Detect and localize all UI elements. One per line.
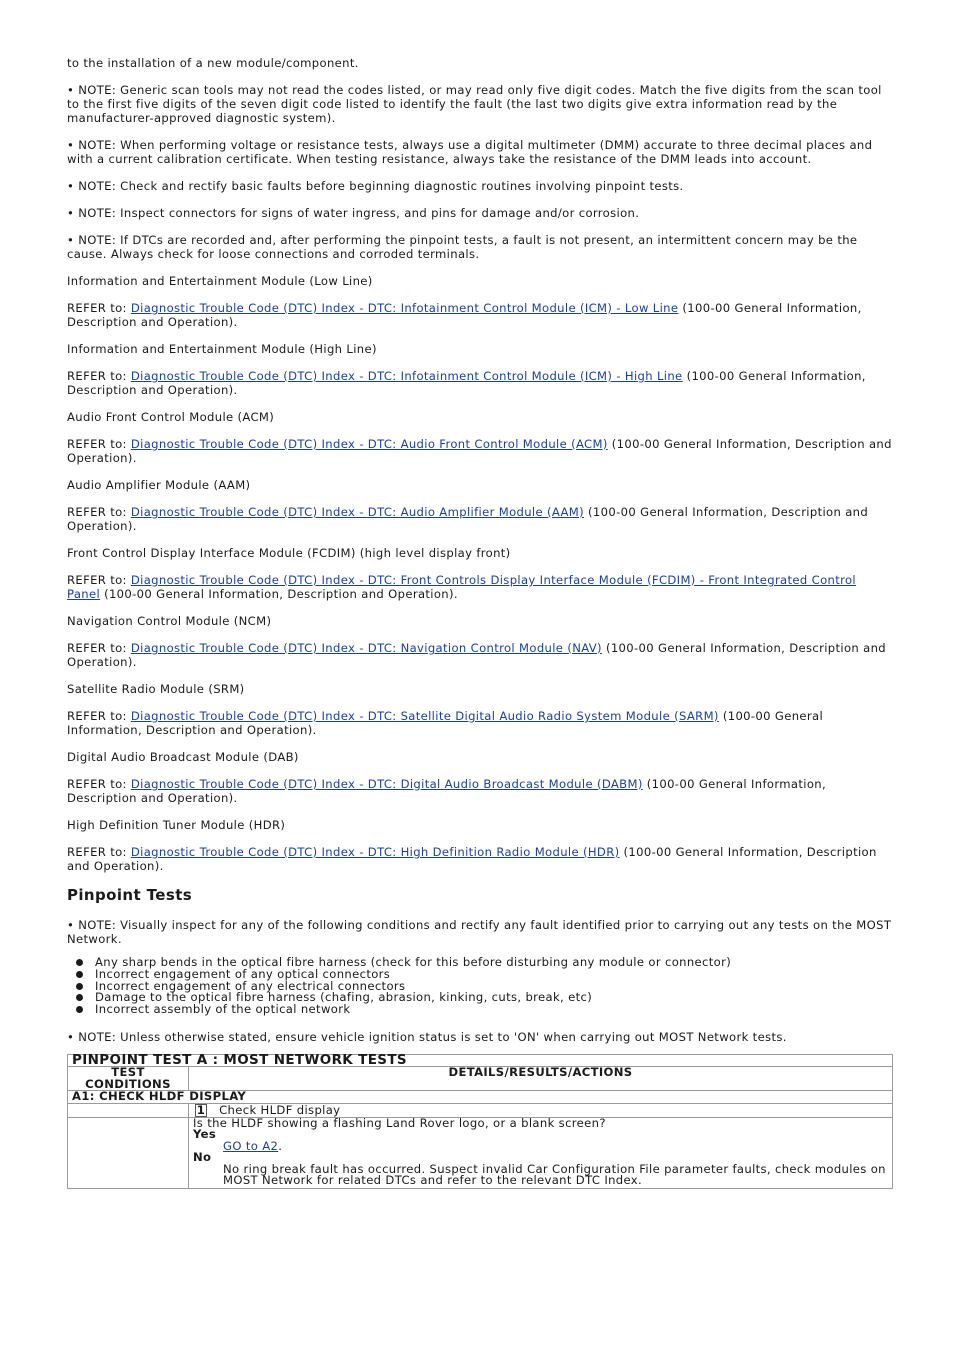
module-name: Navigation Control Module (NCM): [67, 614, 272, 628]
dtc-index-link[interactable]: Diagnostic Trouble Code (DTC) Index - DTC: Infotainment Control Module (ICM) - Low Line: [130, 301, 679, 315]
list-item: Incorrect engagement of any electrical connectors: [95, 981, 893, 993]
col-test-conditions: TEST CONDITIONS: [68, 1067, 189, 1091]
no-label: No: [193, 1150, 212, 1165]
dtc-index-link[interactable]: Diagnostic Trouble Code (DTC) Index - DTC: Infotainment Control Module (ICM) - High Line: [130, 369, 683, 383]
dtc-index-link[interactable]: Diagnostic Trouble Code (DTC) Index - DTC: Audio Amplifier Module (AAM): [130, 505, 584, 519]
module-reference: REFER to: Diagnostic Trouble Code (DTC) Index - DTC: Navigation Control Module (NAV) (100-00 General Information, Description and Operation).: [67, 641, 887, 669]
list-item: Incorrect assembly of the optical network: [95, 1004, 893, 1016]
module-name: Audio Amplifier Module (AAM): [67, 478, 251, 492]
module-name: Audio Front Control Module (ACM): [67, 410, 275, 424]
note-visual-inspect: • NOTE: Visually inspect for any of the following conditions and rectify any fault identified prior to carrying out any tests on the MOST Network.: [67, 918, 892, 946]
intro-continuation: to the installation of a new module/component.: [67, 56, 359, 70]
pinpoint-test-table: [67, 1051, 893, 1189]
note-ignition: • NOTE: Unless otherwise stated, ensure vehicle ignition status is set to 'ON' when carrying out MOST Network tests.: [67, 1029, 787, 1044]
module-reference: REFER to: Diagnostic Trouble Code (DTC) Index - DTC: Audio Amplifier Module (AAM) (100-00 General Information, Description and Operation).: [67, 505, 869, 533]
module-reference: REFER to: Diagnostic Trouble Code (DTC) Index - DTC: Audio Front Control Module (ACM) (100-00 General Information, Description and Operation).: [67, 437, 892, 465]
module-name: Front Control Display Interface Module (FCDIM) (high level display front): [67, 546, 511, 560]
dtc-index-link[interactable]: Diagnostic Trouble Code (DTC) Index - DTC: Front Controls Display Interface Module (FCDIM) - Front Integrated Control Panel: [67, 573, 856, 601]
list-item: Any sharp bends in the optical fibre harness (check for this before disturbing any module or connector): [95, 957, 893, 969]
goto-a2-link[interactable]: GO to A2: [223, 1138, 279, 1153]
no-result: No ring break fault has occurred. Suspect invalid Car Configuration File parameter faults, check modules on MOST Network for related DTCs and refer to the relevant DTC Index.: [223, 1161, 886, 1188]
step-result: Is the HLDF showing a flashing Land Rover logo, or a blank screen? Yes GO to A2. No No ring break fault has occurred. Suspect invalid Car Configuration File parameter faults, check modules on MOST Network for related DTCs and refer to the relevant DTC Index.: [189, 1117, 893, 1188]
list-item: Damage to the optical fibre harness (chafing, abrasion, kinking, cuts, break, etc): [95, 992, 893, 1004]
module-name: Information and Entertainment Module (Low Line): [67, 274, 373, 288]
note-dmm: • NOTE: When performing voltage or resistance tests, always use a digital multimeter (DMM) accurate to three decimal places and with a current calibration certificate. When testing resistance, always take the resistance of the DMM leads into account.: [67, 138, 873, 166]
step-action: 1 Check HLDF display: [189, 1103, 893, 1117]
note-intermittent: • NOTE: If DTCs are recorded and, after performing the pinpoint tests, a fault is not present, an intermittent concern may be the cause. Always check for loose connections and corroded terminals.: [67, 233, 858, 261]
dtc-index-link[interactable]: Diagnostic Trouble Code (DTC) Index - DTC: High Definition Radio Module (HDR): [130, 845, 620, 859]
step-title: A1: CHECK HLDF DISPLAY: [68, 1091, 893, 1104]
module-reference: REFER to: Diagnostic Trouble Code (DTC) Index - DTC: Infotainment Control Module (ICM) - High Line (100-00 General Information, Description and Operation).: [67, 369, 866, 397]
dtc-index-link[interactable]: Diagnostic Trouble Code (DTC) Index - DTC: Satellite Digital Audio Radio System Module (SARM): [130, 709, 719, 723]
table-title: PINPOINT TEST A : MOST NETWORK TESTS: [68, 1054, 893, 1067]
module-reference: REFER to: Diagnostic Trouble Code (DTC) Index - DTC: Front Controls Display Interface Module (FCDIM) - Front Integrated Control Panel (100-00 General Information, Description and Operation).: [67, 573, 856, 601]
module-name: High Definition Tuner Module (HDR): [67, 818, 286, 832]
list-item: Incorrect engagement of any optical connectors: [95, 969, 893, 981]
dtc-index-link[interactable]: Diagnostic Trouble Code (DTC) Index - DTC: Digital Audio Broadcast Module (DABM): [130, 777, 643, 791]
col-details: DETAILS/RESULTS/ACTIONS: [189, 1067, 893, 1091]
yes-label: Yes: [193, 1127, 217, 1142]
section-heading: Pinpoint Tests: [67, 886, 193, 904]
module-reference: REFER to: Diagnostic Trouble Code (DTC) Index - DTC: Infotainment Control Module (ICM) - Low Line (100-00 General Information, Description and Operation).: [67, 301, 862, 329]
module-name: Satellite Radio Module (SRM): [67, 682, 245, 696]
module-name: Digital Audio Broadcast Module (DAB): [67, 750, 299, 764]
module-reference: REFER to: Diagnostic Trouble Code (DTC) Index - DTC: High Definition Radio Module (HDR) (100-00 General Information, Description and Operation).: [67, 845, 877, 873]
question: Is the HLDF showing a flashing Land Rover logo, or a blank screen?: [193, 1115, 606, 1130]
note-generic-scan-tools: • NOTE: Generic scan tools may not read the codes listed, or may read only five digit codes. Match the five digits from the scan tool to the first five digits of the seven digit code listed to identify the fault (the last two digits give extra information read by the manufacturer-approved diagnostic system).: [67, 83, 882, 125]
manual-page: [67, 56, 893, 1189]
module-reference: REFER to: Diagnostic Trouble Code (DTC) Index - DTC: Digital Audio Broadcast Module (DABM) (100-00 General Information, Description and Operation).: [67, 777, 826, 805]
note-basic-faults: • NOTE: Check and rectify basic faults before beginning diagnostic routines involving pinpoint tests.: [67, 179, 684, 193]
inspection-list: [67, 957, 893, 1016]
dtc-index-link[interactable]: Diagnostic Trouble Code (DTC) Index - DTC: Navigation Control Module (NAV): [130, 641, 602, 655]
step-number: 1: [196, 1102, 206, 1117]
module-name: Information and Entertainment Module (High Line): [67, 342, 377, 356]
dtc-index-link[interactable]: Diagnostic Trouble Code (DTC) Index - DTC: Audio Front Control Module (ACM): [130, 437, 608, 451]
module-reference: REFER to: Diagnostic Trouble Code (DTC) Index - DTC: Satellite Digital Audio Radio System Module (SARM) (100-00 General Information, Description and Operation).: [67, 709, 824, 737]
note-connectors: • NOTE: Inspect connectors for signs of water ingress, and pins for damage and/or corrosion.: [67, 206, 640, 220]
